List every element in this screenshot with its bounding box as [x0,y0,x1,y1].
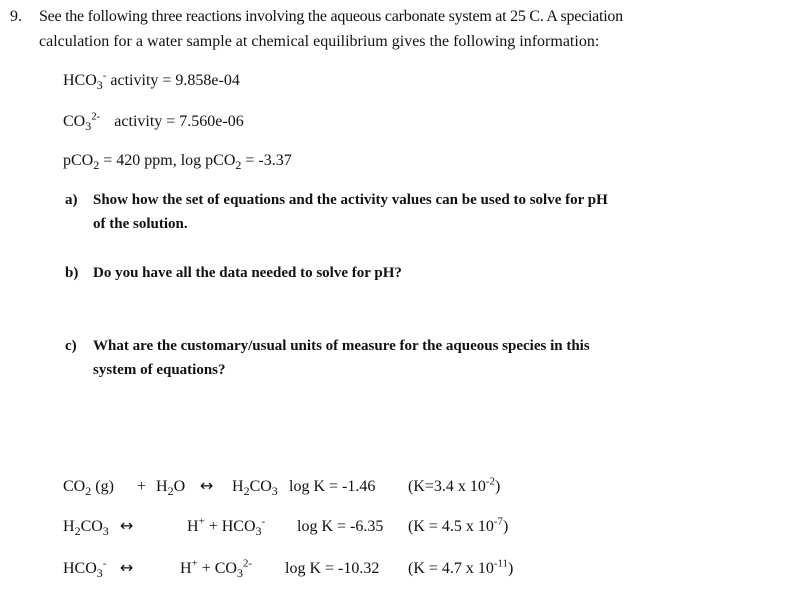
reaction-2-k: (K = 4.5 x $10^{-7}$) [408,515,509,535]
reaction-2-h2co3: $H_2CO_3$ [63,518,109,539]
reaction-1-h2co3: $H_2CO_3$ [232,478,278,499]
reaction-1-co2: $CO_2$ (g) [63,478,114,499]
reaction-1-plus: + [137,478,147,495]
reaction-3-logk: log K = -10.32 [285,560,380,577]
part-c-label: c) [65,338,77,354]
question-number: 9. [10,8,22,25]
reaction-1-equilibrium-arrow: ↔ [200,476,214,495]
question-line-1: See the following three reactions involving the aqueous carbonate system at 25 C. A speciation [39,8,623,25]
question-line-2: calculation for a water sample at chemical equilibrium gives the following information: [39,33,600,50]
given-co3-activity: $CO_3^{2-}$ activity = 7.560e-06 [63,110,244,134]
reaction-1-h2o: $H_2O$ [156,478,186,499]
part-a-line-1: Show how the set of equations and the activity values can be used to solve for pH [93,192,608,208]
reaction-2-equilibrium-arrow: ↔ [120,516,134,535]
reaction-2-products: $H^+ + HCO_3^-$ [187,515,266,539]
reaction-1-k: (K=3.4 x $10^{-2}$) [408,475,501,495]
part-a-line-2: of the solution. [93,216,188,232]
given-pco2: pCO$_2$ = 420 ppm, log pCO$_2$ = -3.37 [63,152,292,173]
part-c-line-2: system of equations? [93,362,226,378]
reaction-3-products: $H^+ + CO_3^{2-}$ [180,557,253,581]
reaction-3-equilibrium-arrow: ↔ [120,558,134,577]
reaction-3-hco3: $HCO_3^-$ [63,557,107,581]
part-a-label: a) [65,192,78,208]
part-b-line-1: Do you have all the data needed to solve for pH? [93,265,402,281]
part-c-line-1: What are the customary/usual units of measure for the aqueous species in this [93,338,590,354]
part-b-label: b) [65,265,79,281]
reaction-1-logk: log K = -1.46 [289,478,376,495]
reaction-2-logk: log K = -6.35 [297,518,384,535]
reaction-3-k: (K = 4.7 x $10^{-11}$) [408,557,514,577]
given-hco3-activity: $HCO_3^-$ activity = 9.858e-04 [63,69,240,93]
